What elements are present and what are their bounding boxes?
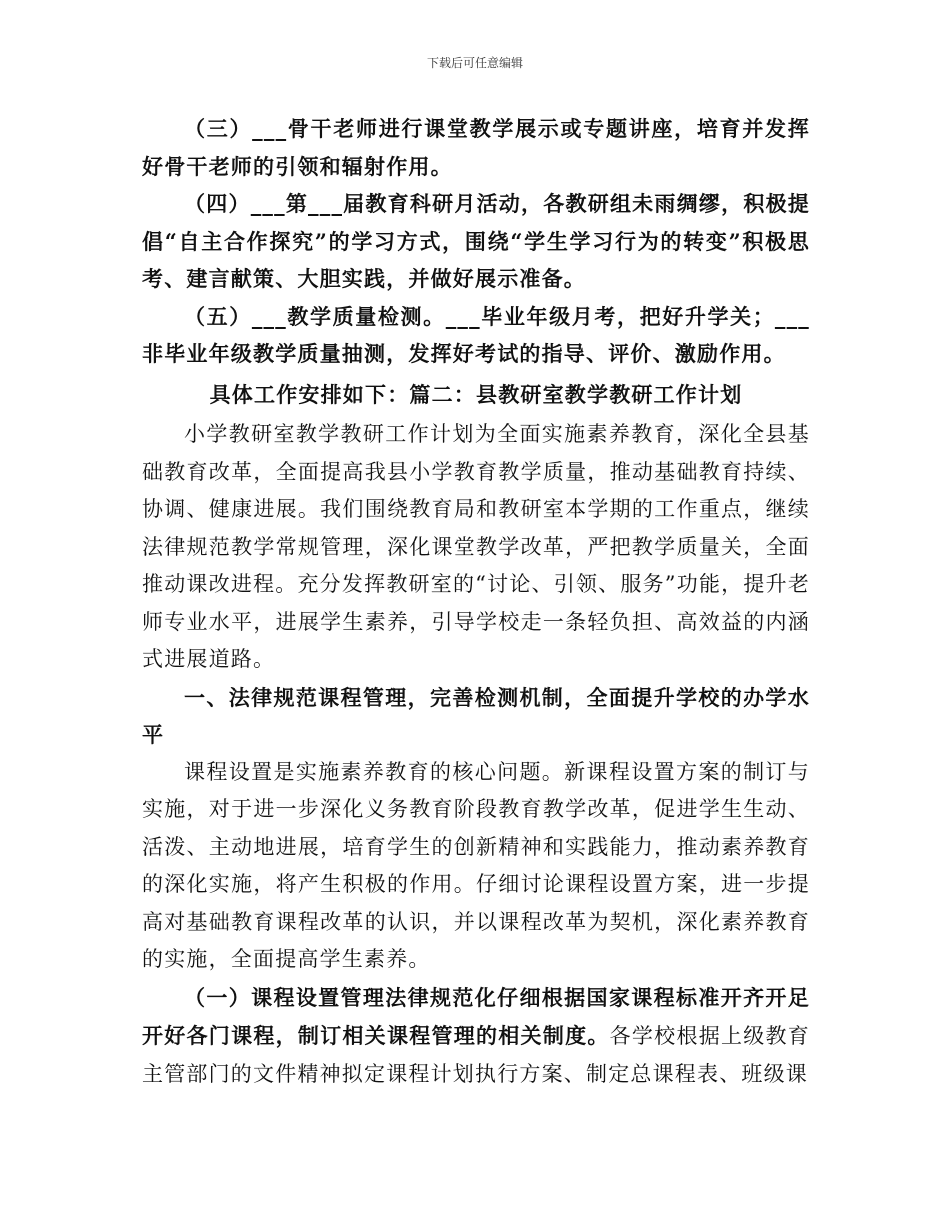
intro-paragraph: 小学教研室教学教研工作计划为全面实施素养教育，深化全县基础教育改革，全面提高我县小学教育教学质量，推动基础教育持续、协调、健康进展。我们围绕教育局和教研室本学期的工作重点，继续法律规范教学常规管理，深化课堂教学改革，严把教学质量关，全面推动课改进程。充分发挥教研室的“讨论、引领、服务”功能，提升老师专业水平，进展学生素养，引导学校走一条轻负担、高效益的内涵式进展道路。 — [142, 422, 810, 671]
curriculum-management-paragraph — [142, 979, 810, 1094]
paragraph-item-3: （三）___骨干老师进行课堂教学展示或专题讲座，培育并发挥好骨干老师的引领和辐射作用。 — [142, 116, 810, 179]
curriculum-management-text: 各学校根据上级教育主管部门的文件精神拟定课程计划执行方案、制定总课程表、班级课 — [142, 1024, 810, 1086]
section-heading: 具体工作安排如下：篇二：县教研室教学教研工作计划 — [209, 381, 743, 407]
paragraph-item-4: （四）___第___届教育科研月活动，各教研组未雨绸缪，积极提倡“自主合作探究”的学习方式，围绕“学生学习行为的转变”积极思考、建言献策、大胆实践，并做好展示准备。 — [142, 191, 810, 291]
paragraph-item-5: （五）___教学质量检测。___毕业年级月考，把好升学关；___非毕业年级教学质量抽测，发挥好考试的指导、评价、激励作用。 — [142, 303, 810, 366]
document-body — [142, 110, 810, 1093]
section-title-1: 一、法律规范课程管理，完善检测机制，全面提升学校的办学水平 — [142, 684, 810, 747]
curriculum-paragraph: 课程设置是实施素养教育的核心问题。新课程设置方案的制订与实施，对于进一步深化义务教育阶段教育教学改革，促进学生生动、活泼、主动地进展，培育学生的创新精神和实践能力，推动素养教育的深化实施，将产生积极的作用。仔细讨论课程设置方案，进一步提高对基础教育课程改革的认识，并以课程改革为契机，深化素养教育的实施，全面提高学生素养。 — [142, 759, 810, 971]
page-header: 下载后可任意编辑 — [426, 56, 523, 70]
curriculum-management-lead: （一）课程设置管理法律规范化仔细根据国家课程标准开齐开足开好各门课程，制订相关课程管理的相关制度。 — [142, 984, 810, 1048]
